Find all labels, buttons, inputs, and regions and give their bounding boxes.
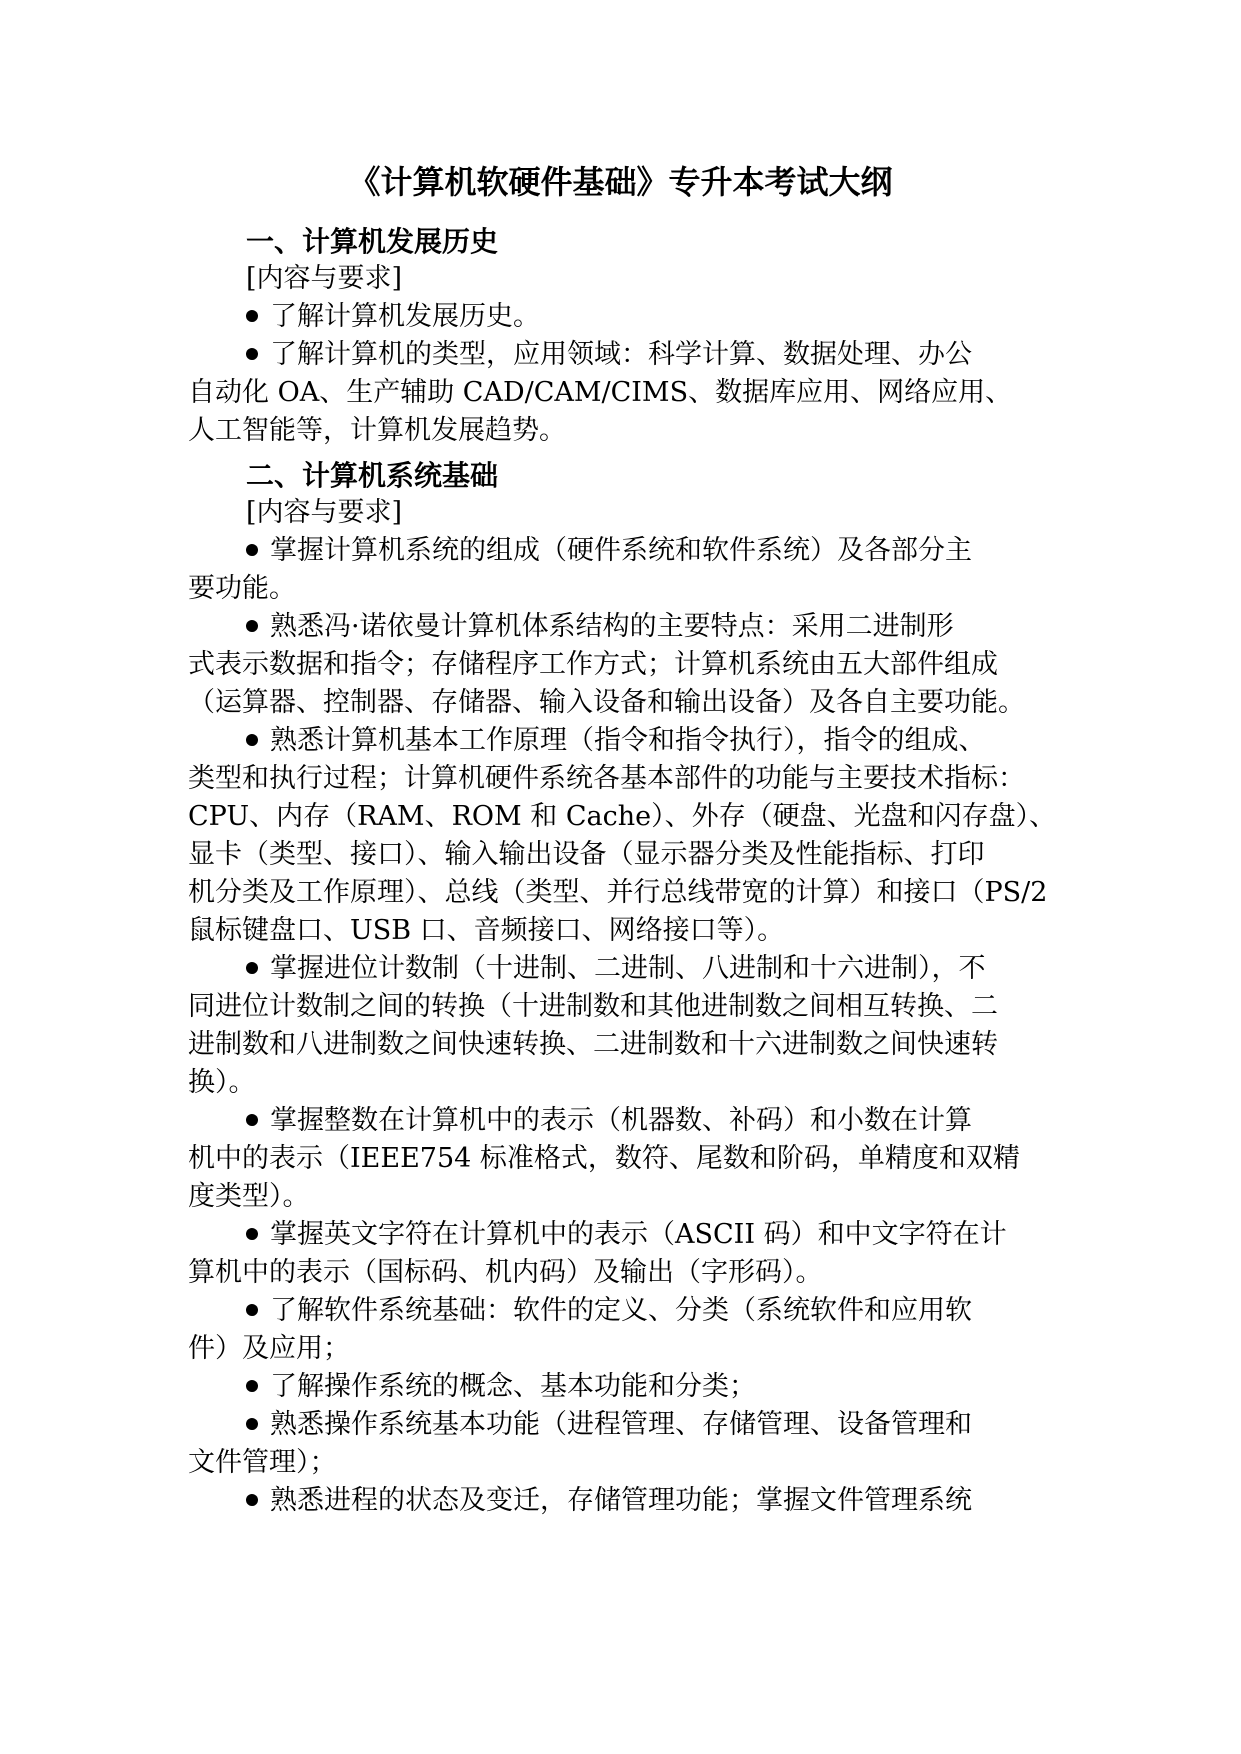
bullet-line: 显卡（类型、接口）、输入输出设备（显示器分类及性能指标、打印 [188, 839, 985, 870]
bullet-item [188, 1482, 1056, 1520]
bullet-item [188, 1216, 1056, 1292]
bullet-icon [246, 1494, 258, 1506]
bullet-line: 要功能。 [188, 573, 296, 604]
section-heading: 一、计算机发展历史 [246, 225, 499, 258]
bullet-line: （运算器、控制器、存储器、输入设备和输出设备）及各自主要功能。 [188, 687, 1025, 718]
bullet-icon [246, 734, 258, 746]
section-sub-label: [内容与要求] [246, 497, 403, 528]
bullet-item [188, 1102, 1056, 1216]
bullet-line: 掌握计算机系统的组成（硬件系统和软件系统）及各部分主 [188, 532, 1056, 570]
bullet-line: 人工智能等，计算机发展趋势。 [188, 415, 566, 446]
bullet-item [188, 950, 1056, 1102]
bullet-line: 掌握进位计数制（十进制、二进制、八进制和十六进制），不 [188, 950, 1056, 988]
bullet-line: 同进位计数制之间的转换（十进制数和其他进制数之间相互转换、二 [188, 991, 998, 1022]
bullet-icon [246, 962, 258, 974]
bullet-line: 了解软件系统基础：软件的定义、分类（系统软件和应用软 [188, 1292, 1056, 1330]
bullet-line: 自动化 OA、生产辅助 CAD/CAM/CIMS、数据库应用、网络应用、 [188, 377, 1013, 408]
bullet-item [188, 336, 1056, 450]
bullet-line: 类型和执行过程；计算机硬件系统各基本部件的功能与主要技术指标： [188, 763, 1025, 794]
bullet-icon [246, 1304, 258, 1316]
bullet-item [188, 1406, 1056, 1482]
bullet-item [188, 532, 1056, 608]
bullet-line: 熟悉冯·诺依曼计算机体系结构的主要特点：采用二进制形 [188, 608, 1056, 646]
bullet-item [188, 298, 1056, 336]
bullet-line: 熟悉操作系统基本功能（进程管理、存储管理、设备管理和 [188, 1406, 1056, 1444]
bullet-icon [246, 1418, 258, 1430]
bullet-icon [246, 544, 258, 556]
bullet-line: 机分类及工作原理）、总线（类型、并行总线带宽的计算）和接口（PS/2 [188, 877, 1048, 908]
bullet-line: 了解计算机发展历史。 [188, 298, 1056, 336]
document-title: 《计算机软硬件基础》专升本考试大纲 [348, 163, 893, 201]
bullet-line: 了解计算机的类型，应用领域：科学计算、数据处理、办公 [188, 336, 1056, 374]
bullet-icon [246, 620, 258, 632]
bullet-icon [246, 1380, 258, 1392]
bullet-line: 度类型）。 [188, 1181, 310, 1212]
bullet-item [188, 722, 1056, 950]
bullet-item [188, 608, 1056, 722]
bullet-line: 文件管理）； [188, 1447, 337, 1478]
section-sub-label: [内容与要求] [246, 263, 403, 294]
bullet-line: 掌握整数在计算机中的表示（机器数、补码）和小数在计算 [188, 1102, 1056, 1140]
bullet-item [188, 1292, 1056, 1368]
bullet-line: CPU、内存（RAM、ROM 和 Cache）、外存（硬盘、光盘和闪存盘）、 [188, 801, 1057, 832]
bullet-line: 换）。 [188, 1067, 256, 1098]
bullet-icon [246, 1114, 258, 1126]
bullet-line: 件）及应用； [188, 1333, 350, 1364]
bullet-line: 机中的表示（IEEE754 标准格式，数符、尾数和阶码，单精度和双精 [188, 1143, 1020, 1174]
bullet-line: 进制数和八进制数之间快速转换、二进制数和十六进制数之间快速转 [188, 1029, 998, 1060]
bullet-line: 了解操作系统的概念、基本功能和分类； [188, 1368, 1056, 1406]
bullet-icon [246, 1228, 258, 1240]
bullet-line: 鼠标键盘口、USB 口、音频接口、网络接口等）。 [188, 915, 785, 946]
section-heading: 二、计算机系统基础 [246, 459, 499, 492]
bullet-line: 式表示数据和指令；存储程序工作方式；计算机系统由五大部件组成 [188, 649, 998, 680]
bullet-line: 掌握英文字符在计算机中的表示（ASCII 码）和中文字符在计 [188, 1216, 1056, 1254]
bullet-item [188, 1368, 1056, 1406]
bullet-line: 熟悉计算机基本工作原理（指令和指令执行），指令的组成、 [188, 722, 1056, 760]
bullet-line: 算机中的表示（国标码、机内码）及输出（字形码）。 [188, 1257, 823, 1288]
bullet-icon [246, 348, 258, 360]
bullet-icon [246, 310, 258, 322]
bullet-line: 熟悉进程的状态及变迁，存储管理功能；掌握文件管理系统 [188, 1482, 1056, 1520]
